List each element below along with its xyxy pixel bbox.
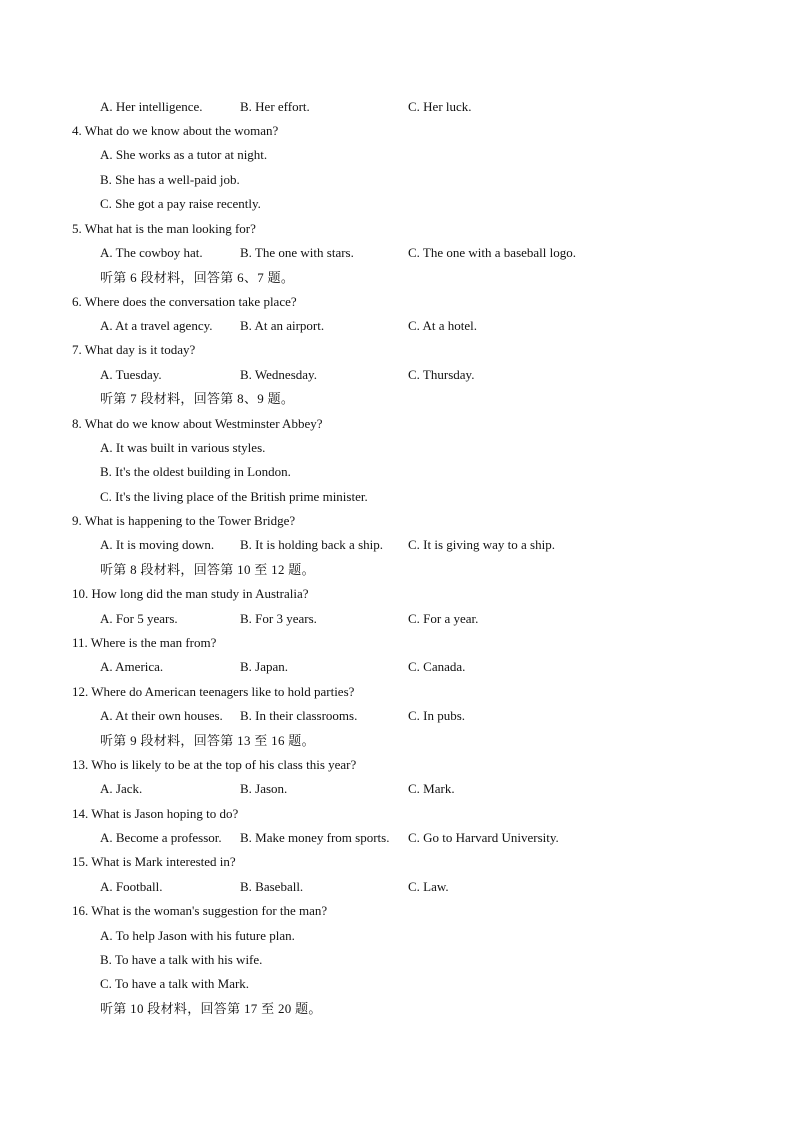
- option-c: C. Canada.: [408, 659, 466, 674]
- option-a: A. Her intelligence.: [100, 99, 203, 114]
- option-c: C. The one with a baseball logo.: [408, 245, 577, 260]
- option-b: B. Baseball.: [240, 879, 304, 894]
- question-13: 13. Who is likely to be at the top of his class this year?: [72, 757, 357, 772]
- option-b: B. Wednesday.: [240, 367, 317, 382]
- section-instruction: 听第 8 段材料，回答第 10 至 12 题。: [100, 562, 315, 577]
- option-a: A. Tuesday.: [100, 367, 162, 382]
- question-14: 14. What is Jason hoping to do?: [72, 806, 239, 821]
- option-line: C. It's the living place of the British prime minister.: [100, 489, 368, 504]
- option-c: C. For a year.: [408, 611, 479, 626]
- option-b: B. Make money from sports.: [240, 830, 390, 845]
- option-a: A. It is moving down.: [100, 537, 215, 552]
- option-line: B. It's the oldest building in London.: [100, 464, 291, 479]
- section-instruction: 听第 7 段材料，回答第 8、9 题。: [100, 391, 295, 406]
- section-instruction: 听第 9 段材料，回答第 13 至 16 题。: [100, 733, 315, 748]
- question-6: 6. Where does the conversation take place?: [72, 294, 297, 309]
- option-line: A. To help Jason with his future plan.: [100, 928, 295, 943]
- option-a: A. At their own houses.: [100, 708, 223, 723]
- question-4: 4. What do we know about the woman?: [72, 123, 279, 138]
- option-c: C. Her luck.: [408, 99, 472, 114]
- option-c: C. It is giving way to a ship.: [408, 537, 555, 552]
- option-c: C. Thursday.: [408, 367, 475, 382]
- option-b: B. For 3 years.: [240, 611, 317, 626]
- question-8: 8. What do we know about Westminster Abbey?: [72, 416, 323, 431]
- option-line: C. To have a talk with Mark.: [100, 976, 250, 991]
- option-b: B. At an airport.: [240, 318, 325, 333]
- option-a: A. Become a professor.: [100, 830, 222, 845]
- option-line: C. She got a pay raise recently.: [100, 196, 261, 211]
- question-12: 12. Where do American teenagers like to hold parties?: [72, 684, 355, 699]
- question-7: 7. What day is it today?: [72, 342, 196, 357]
- option-line: A. It was built in various styles.: [100, 440, 266, 455]
- option-c: C. Go to Harvard University.: [408, 830, 559, 845]
- option-c: C. In pubs.: [408, 708, 466, 723]
- option-b: B. Jason.: [240, 781, 288, 796]
- option-b: B. The one with stars.: [240, 245, 354, 260]
- option-a: A. For 5 years.: [100, 611, 178, 626]
- question-11: 11. Where is the man from?: [72, 635, 217, 650]
- option-b: B. Japan.: [240, 659, 289, 674]
- question-9: 9. What is happening to the Tower Bridge?: [72, 513, 296, 528]
- section-instruction: 听第 10 段材料，回答第 17 至 20 题。: [100, 1001, 322, 1016]
- option-a: A. At a travel agency.: [100, 318, 213, 333]
- option-a: A. Jack.: [100, 781, 143, 796]
- option-b: B. Her effort.: [240, 99, 310, 114]
- option-b: B. In their classrooms.: [240, 708, 358, 723]
- option-a: A. America.: [100, 659, 164, 674]
- option-c: C. Law.: [408, 879, 449, 894]
- question-10: 10. How long did the man study in Australia?: [72, 586, 309, 601]
- option-line: A. She works as a tutor at night.: [100, 147, 268, 162]
- option-c: C. Mark.: [408, 781, 455, 796]
- option-a: A. The cowboy hat.: [100, 245, 203, 260]
- option-line: B. She has a well-paid job.: [100, 172, 240, 187]
- section-instruction: 听第 6 段材料，回答第 6、7 题。: [100, 270, 295, 285]
- question-15: 15. What is Mark interested in?: [72, 854, 236, 869]
- question-16: 16. What is the woman's suggestion for the man?: [72, 903, 328, 918]
- option-c: C. At a hotel.: [408, 318, 477, 333]
- question-5: 5. What hat is the man looking for?: [72, 221, 256, 236]
- option-a: A. Football.: [100, 879, 163, 894]
- option-line: B. To have a talk with his wife.: [100, 952, 263, 967]
- option-b: B. It is holding back a ship.: [240, 537, 383, 552]
